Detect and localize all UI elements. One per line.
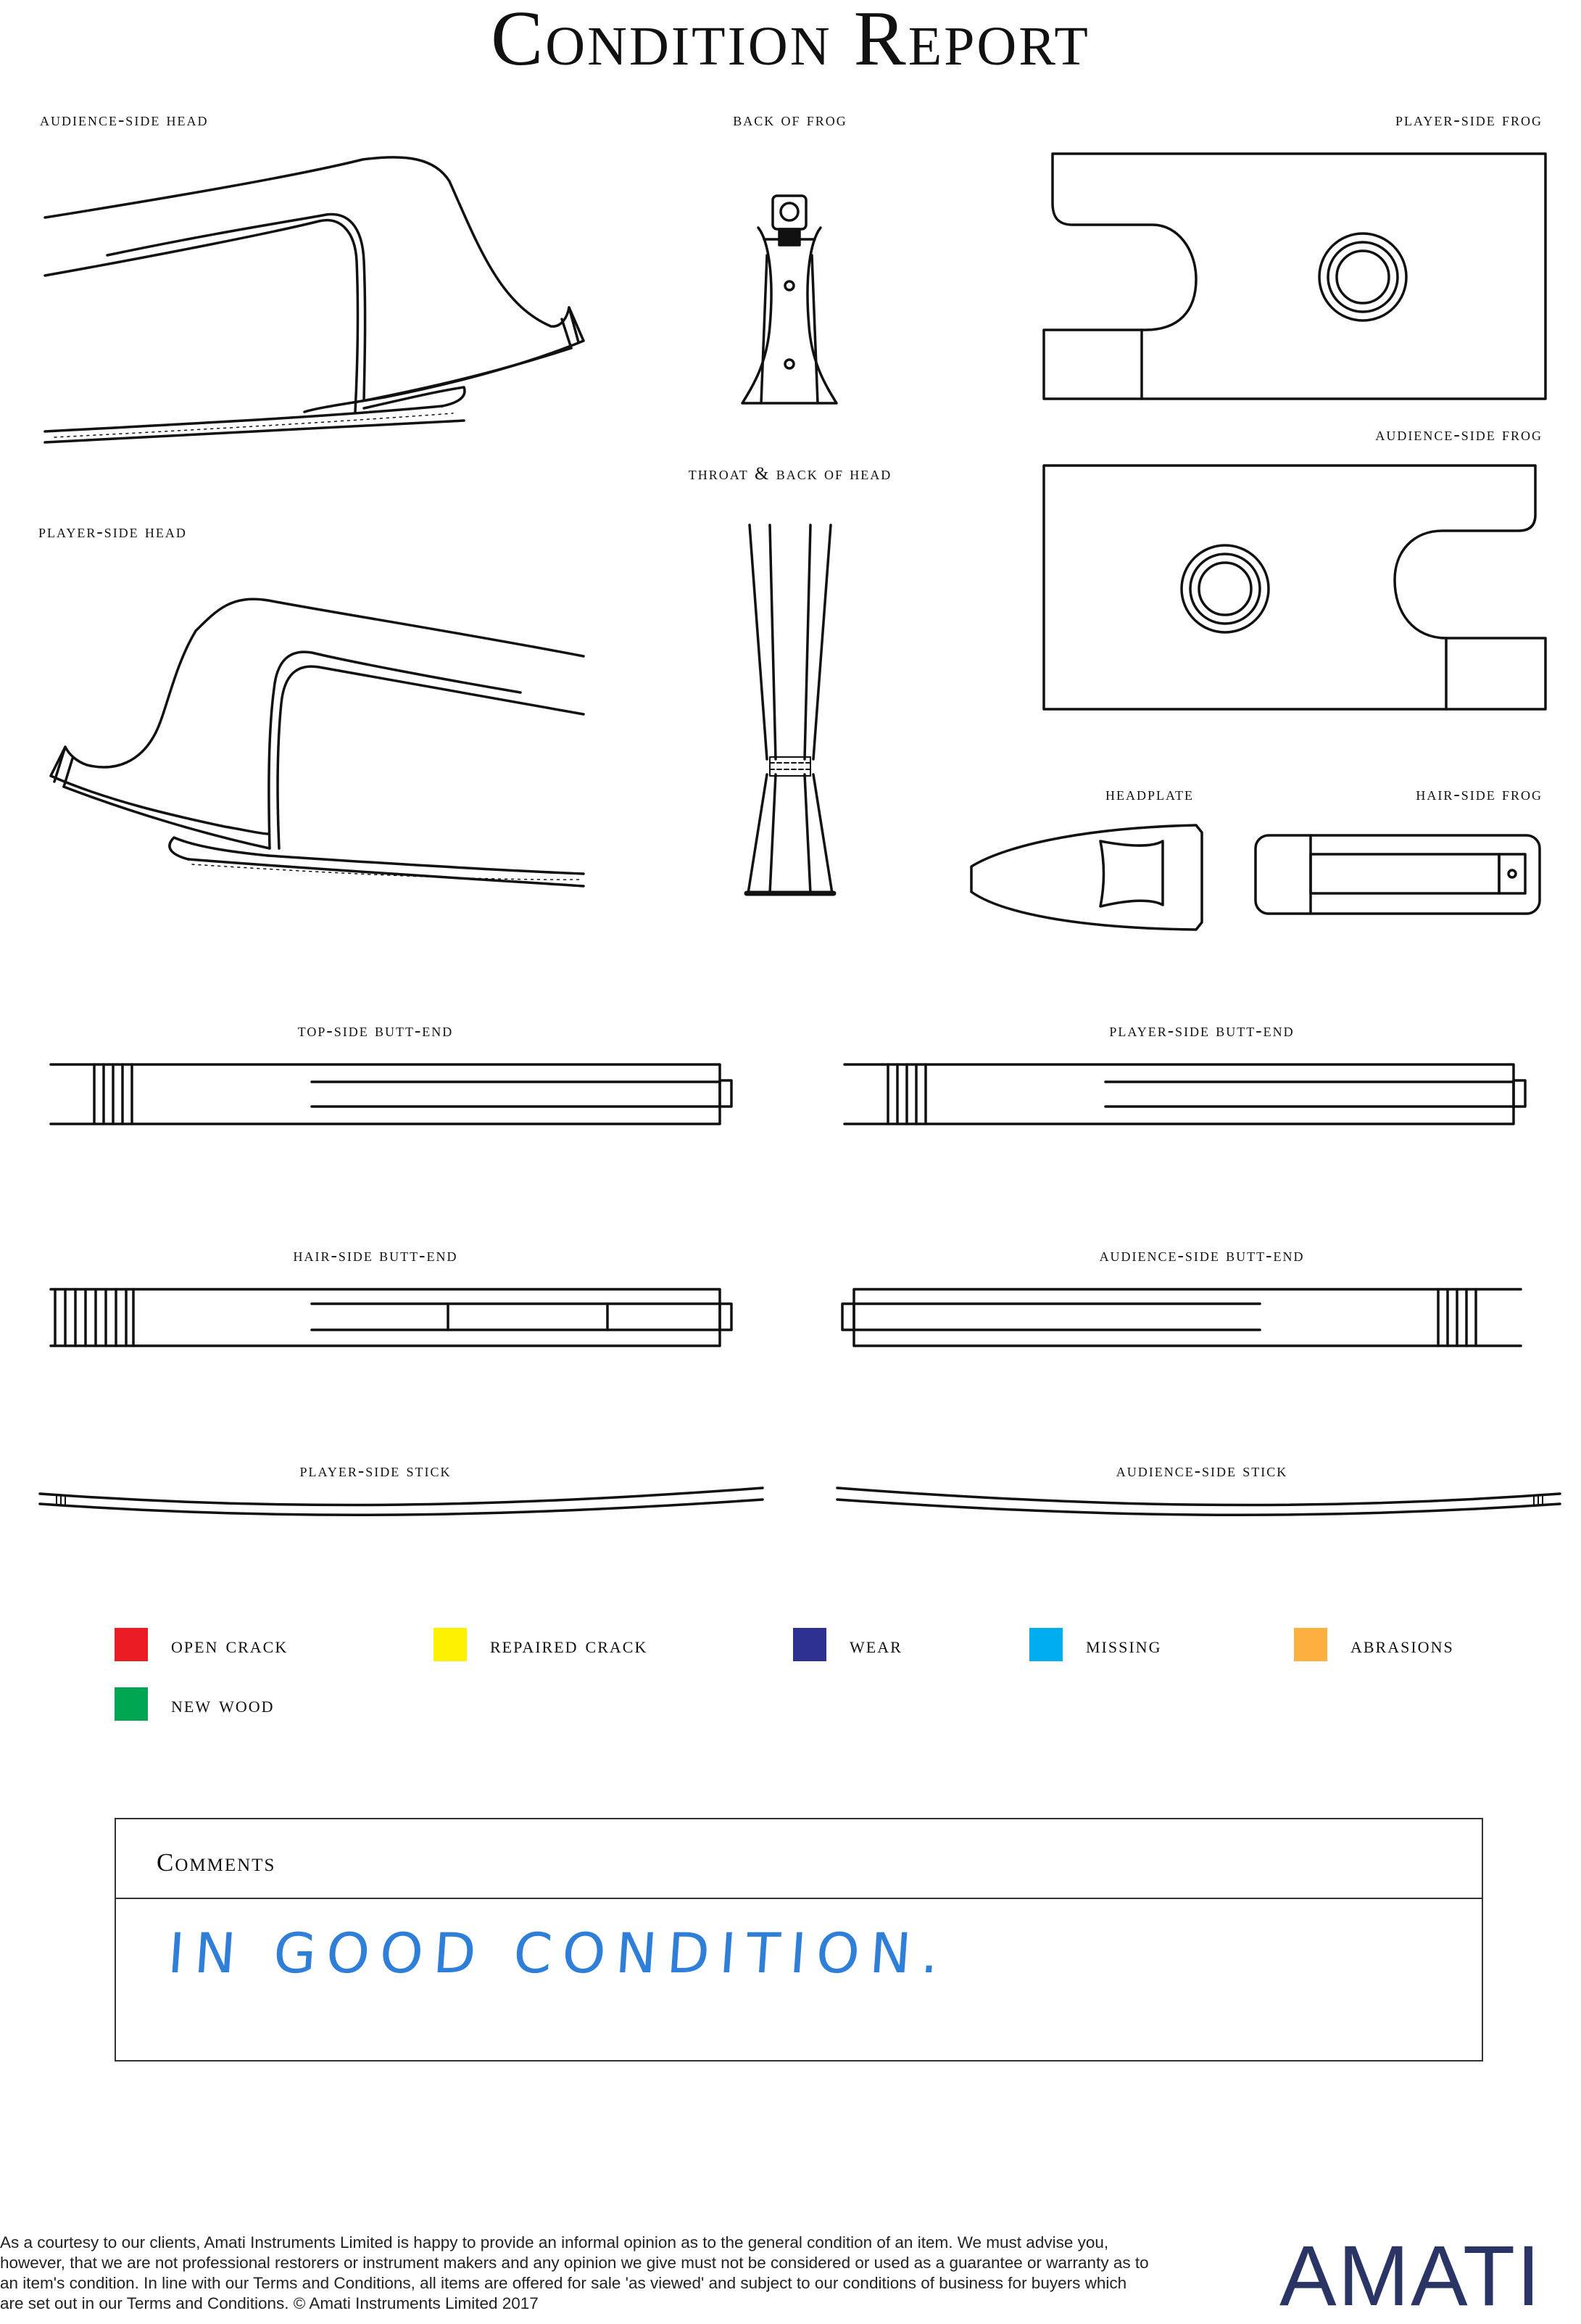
abrasions-swatch xyxy=(1294,1628,1327,1661)
audience-side-stick-drawing xyxy=(837,1488,1560,1515)
disclaimer-text: As a courtesy to our clients, Amati Instruments Limited is happy to provide an informal opinion as to the general condition of an item. We must advise you, however, that we are not professional restorers or instrument makers and any opinion we give must not be considered or used as a guarantee or warranty as to an item's condition. In line with our Terms and Conditions, all items are offered for sale 'as viewed' and subject to our conditions of business for buyers which are set out in our Terms and Conditions. © Amati Instruments Limited 2017 xyxy=(0,2233,1149,2312)
legend-label: new wood xyxy=(171,1690,275,1717)
amati-logo: AMATI xyxy=(1279,2228,1542,2324)
label-audience-side-stick: audience-side stick xyxy=(1116,1461,1288,1481)
player-side-frog-drawing xyxy=(1044,154,1545,399)
legend-label: missing xyxy=(1086,1631,1162,1658)
back-of-frog-drawing xyxy=(742,196,837,403)
legend-wear xyxy=(793,1628,902,1661)
throat-back-of-head-drawing xyxy=(747,525,834,893)
hair-side-butt-end-drawing xyxy=(51,1289,731,1346)
comments-header xyxy=(116,1819,1482,1899)
legend-label: wear xyxy=(850,1631,902,1658)
label-top-side-butt-end: top-side butt-end xyxy=(297,1021,454,1041)
legend-repaired-crack xyxy=(433,1628,647,1661)
player-side-stick-drawing xyxy=(40,1488,763,1515)
wear-swatch xyxy=(793,1628,826,1661)
label-player-side-head: player-side head xyxy=(38,522,187,542)
new-wood-swatch xyxy=(115,1687,148,1721)
audience-side-frog-drawing xyxy=(1044,466,1545,709)
label-player-side-butt-end: player-side butt-end xyxy=(1109,1021,1295,1041)
legend-new-wood xyxy=(115,1687,275,1721)
open-crack-swatch xyxy=(115,1628,148,1661)
label-hair-side-butt-end: hair-side butt-end xyxy=(293,1246,458,1265)
label-audience-side-head: audience-side head xyxy=(40,110,209,130)
label-headplate: headplate xyxy=(1105,785,1194,804)
repaired-crack-swatch xyxy=(433,1628,467,1661)
comments-heading: Comments xyxy=(157,1848,276,1877)
legend-label: open crack xyxy=(171,1631,289,1658)
player-side-head-drawing xyxy=(51,599,584,886)
top-side-butt-end-drawing xyxy=(51,1064,731,1124)
player-side-butt-end-drawing xyxy=(845,1064,1525,1124)
legend-label: repaired crack xyxy=(490,1631,648,1658)
missing-swatch xyxy=(1029,1628,1063,1661)
label-hair-side-frog: hair-side frog xyxy=(1416,785,1543,804)
legend-missing xyxy=(1029,1628,1161,1661)
label-player-side-stick: player-side stick xyxy=(299,1461,452,1481)
audience-side-butt-end-drawing xyxy=(842,1289,1521,1346)
label-throat-back-of-head: throat & back of head xyxy=(688,464,892,484)
hair-side-frog-drawing xyxy=(1256,835,1540,914)
legend-abrasions xyxy=(1294,1628,1454,1661)
label-player-side-frog: player-side frog xyxy=(1395,110,1543,130)
comments-box xyxy=(115,1818,1483,2062)
label-back-of-frog: back of frog xyxy=(733,110,847,130)
label-audience-side-frog: audience-side frog xyxy=(1375,425,1543,444)
legend-label: abrasions xyxy=(1350,1631,1454,1658)
legend-open-crack xyxy=(115,1628,288,1661)
page-title: Condition Report xyxy=(491,0,1090,82)
audience-side-head-drawing xyxy=(45,157,584,442)
headplate-drawing xyxy=(971,825,1202,930)
label-audience-side-butt-end: audience-side butt-end xyxy=(1099,1246,1305,1265)
comments-text: IN GOOD CONDITION. xyxy=(165,1921,952,1985)
